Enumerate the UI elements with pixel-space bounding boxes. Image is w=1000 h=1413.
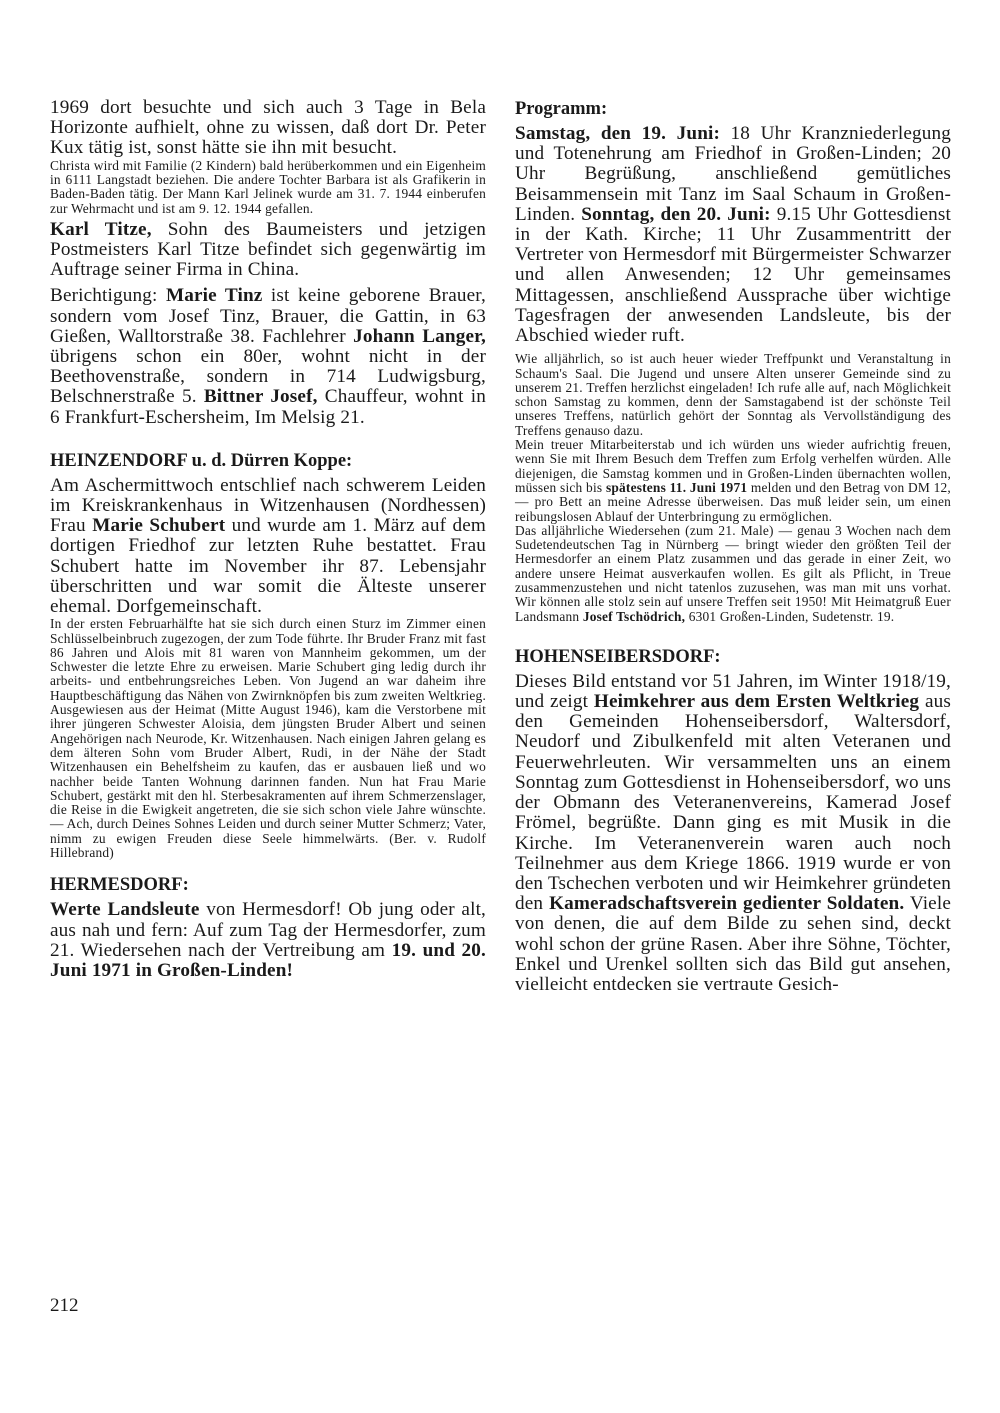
section-heading-hohenseibersdorf: HOHENSEIBERSDORF: [515, 646, 721, 667]
page-number: 212 [50, 1295, 79, 1316]
paragraph-berichtigung: Berichtigung: Marie Tinz ist keine geborene Brauer, sondern vom Josef Tinz, Brauer, die Gattin, in 63 Gießen, Walltorstraße 38. Fachlehrer Johann Langer, übrigens schon ein 80er, wohnt nicht in der Beethovenstraße, sondern in 714 Ludwigsburg, Belschnerstraße 5. Bittner Josef, Chauffeur, wohnt in 6 Frankfurt-Eschersheim, Im Melsig 21. [50, 285, 486, 428]
left-column [50, 98, 486, 981]
right-column [515, 98, 951, 995]
paragraph-schubert-obituary: In der ersten Februarhälfte hat sie sich durch einen Sturz im Zimmer einen Schlüsselbeinbruch zugezogen, der zum Tode führte. Ihr Bruder Franz mit fast 86 Jahren und Alois mit 81 waren von Mannheim gekommen, um der Schwester die letzte Ehre zu erweisen. Marie Schubert ging ledig durch ihr arbeits- und entbehrungsreiches Leben. Von Jugend an war daheim ihre Hauptbeschäftigung das Nähen von Zwirnknöpfen bis zum zweiten Weltkrieg. Ausgewiesen aus der Heimat (Mitte August 1946), kam die Verstorbene mit ihrer jüngeren Schwester Aloisia, dem jüngsten Bruder Albert und seinen Angehörigen nach Neurode, Kr. Witzenhausen. Nach einigen Jahren gelang es dem älteren Sohn vom Bruder Albert, Rudi, in der Nähe der Stadt Witzenhausen ein Behelfsheim zu kaufen, das er ausbauen ließ und wo nachher beide Tanten Wohnung darinnen fanden. Nun hat Frau Marie Schubert, gestärkt mit den hl. Sterbesakramenten auf ihrem Schmerzenslager, die Reise in die Ewigkeit angetreten, die sie sich schon viele Jahre wünschte. — Ach, durch Deines Sohnes Leiden und durch seiner Mutter Schmerz; Vater, nimm zu ewigen Freuden diese Seele himmelwärts. (Ber. v. Rudolf Hillebrand) [50, 616, 486, 860]
paragraph-marie-schubert: Am Aschermittwoch entschlief nach schwerem Leiden im Kreiskrankenhaus in Witzenhausen (Nordhessen) Frau Marie Schubert und wurde am 1. März auf dem dortigen Friedhof zur letzten Ruhe bestattet. Frau Schubert hatte im November ihr 87. Lebensjahr überschritten und war somit die Älteste unserer ehemal. Dorfgemeinschaft. [50, 474, 487, 618]
paragraph-heimkehrer: Dieses Bild entstand vor 51 Jahren, im Winter 1918/19, und zeigt Heimkehrer aus dem Ersten Weltkrieg aus den Gemeinden Hohenseibersdorf, Waltersdorf, Neudorf und Zibulkenfeld mit alten Veteranen und Feuerwehrleuten. Wir versammelten uns an einem Sonntag zum Gottesdienst in Hohenseibersdorf, wo uns der Obmann des Veteranenvereins, Kamerad Josef Frömel, begrüßte. Dann ging es mit Musik in die Kirche. Im Veteranenverein waren auch noch Teilnehmer aus dem Kriege 1866. 1919 wurde er von den Tschechen verboten und wir Heimkehrer gründeten den Kameradschaftsverein gedienter Soldaten. Viele von denen, die auf dem Bilde zu sehen sind, deckt wohl schon der grüne Rasen. Aber ihre Söhne, Töchter, Enkel und Urenkel sollten sich das Bild gut ansehen, vielleicht entdecken sie vertraute Gesich- [515, 670, 951, 995]
section-heading-hermesdorf: HERMESDORF: [50, 875, 189, 896]
paragraph-treffpunkt: Wie alljährlich, so ist auch heuer wieder Treffpunkt und Veranstaltung in Schaum's Saal. Die Jugend und unsere Alten unserer Gemeinde sind zu unserem 21. Treffen herzlichst eingeladen! Ich rufe alle auf, nach Möglichkeit schon Samstag zu kommen, denn der Samstagabend ist der schönste Teil unseres Treffens, natürlich gehört der Sonntag als Vervollständigung des Treffens genauso dazu. [515, 351, 951, 438]
section-heading-programm: Programm: [515, 99, 608, 119]
paragraph-wiedersehen: Das alljährliche Wiedersehen (zum 21. Male) — genau 3 Wochen nach dem Sudetendeutschen Tag in Nürnberg — bringt wieder den größten Teil der Hermesdorfer an einem Platz zusammen und das gerade in einer Zeit, wo andere unsere Heimat ausverkaufen wollen. Es gilt als Pflicht, in Treue zusammenzustehen und nicht tatenlos zuzusehen, was man mit uns vorhat. Wir können alle stolz sein auf unsere Treffen seit 1950! Mit Heimatgruß Euer Landsmann Josef Tschödrich, 6301 Großen-Linden, Sudetenstr. 19. [515, 522, 951, 624]
paragraph-werte-landsleute: Werte Landsleute von Hermesdorf! Ob jung oder alt, aus nah und fern: Auf zum Tag der Hermesdorfer, zum 21. Wiedersehen nach der Vertreibung am 19. und 20. Juni 1971 in Großen-Linden! [50, 899, 486, 981]
section-heading-heinzendorf: HEINZENDORF u. d. Dürren Koppe: [50, 450, 353, 471]
paragraph-mitarbeiterstab: Mein treuer Mitarbeiterstab und ich würden uns wieder aufrichtig freuen, wenn Sie mit Ihrem Besuch dem Treffen zum Erfolg verhelfen würden. Alle diejenigen, die Samstag kommen und in Großen-Linden übernachten wollen, müssen sich bis spätestens 11. Juni 1971 melden und den Betrag von DM 12,— pro Bett an meine Adresse überweisen. Das muß leider sein, um einen reibungslosen Ablauf der Unterbringung zu ermöglichen. [515, 437, 951, 524]
bold-name: Karl Titze, [50, 218, 152, 240]
paragraph-karl-titze: Karl Titze, Sohn des Baumeisters und jetzigen Postmeisters Karl Titze befindet sich gegenwärtig im Auftrage seiner Firma in China. [50, 218, 487, 281]
paragraph-bela-horizonte: 1969 dort besuchte und sich auch 3 Tage in Bela Horizonte aufhielt, ohne zu wissen, daß dort Dr. Peter Kux tätig ist, sonst hätte sie ihn mit besucht. [50, 97, 486, 159]
paragraph-programm-schedule: Samstag, den 19. Juni: 18 Uhr Kranzniederlegung und Totenehrung am Friedhof in Großen-Linden; 20 Uhr Begrüßung, anschließend gemütliches Beisammensein mit Tanz im Saal Schaum in Großen-Linden. Sonntag, den 20. Juni: 9.15 Uhr Gottesdienst in der Kath. Kirche; 11 Uhr Zusammentritt der Vertreter von Hermesdorf mit Bürgermeister Schwarzer und allen Anwesenden; 12 Uhr gemeinsames Mittagessen, anschließend Aussprache über wichtige Tagesfragen der anwesenden Landsleute, bis der Abschied wieder ruft. [515, 123, 951, 347]
paragraph-christa-family: Christa wird mit Familie (2 Kindern) bald herüberkommen und ein Eigenheim in 6111 Langstadt beziehen. Die andere Tochter Barbara ist als Grafikerin in Baden-Baden tätig. Der Mann Karl Jelinek wurde am 31. 7. 1944 einberufen zur Wehrmacht und ist am 9. 12. 1944 gefallen. [50, 157, 486, 216]
